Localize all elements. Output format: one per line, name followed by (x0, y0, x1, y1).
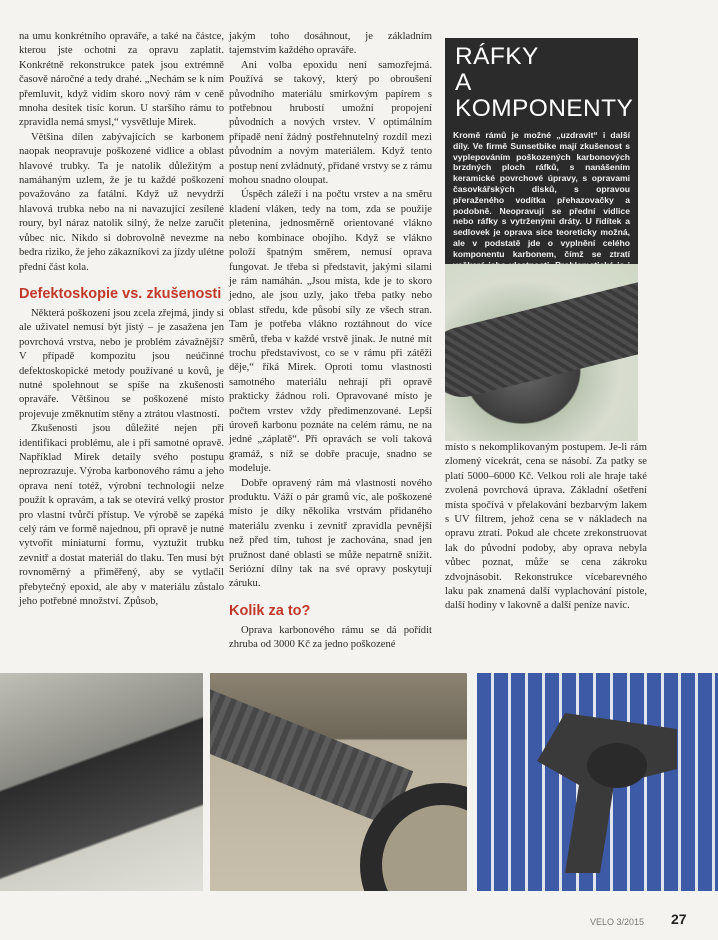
bottom-bracket-hole (587, 743, 647, 788)
photo-carbon-tube (445, 264, 638, 441)
photo-repaired-frame (477, 673, 718, 891)
paragraph: místo s nekomplikovaným postupem. Je-li rám zlomený vícekrát, cena se násobí. Za patky se platí 5000–6000 Kč. Velkou roli ale hraje také zvolená povrchová úprava. Základní ošetření místa spočívá v přelakování bezbarvým lakem s UV filtrem, jehož cena se v nákladech na opravu ztratí. Pokud ale chcete zrekonstruovat lak do původní podoby, aby oprava nebyla vůbec poznat, může se cena zákroku zdvojnásobit. Rekonstrukce vícebarevného laku pak znamená další vyplachování pistole, další hodiny v lakovně a další peníze navíc. (445, 442, 647, 612)
sidebar-text: Kromě rámů je možné „uzdravit“ i další díly. Ve firmě Sunsetbike mají zkušenost s vyplepováním poškozených karbonových brzdných ploch ráfků, s nanášením keramické povrchové úpravy, s opravami časovkářských disků, s opravou přeraženého vodítka přehazovačky a podobně. Neopravují se přední vidlice nebo ráfky s vytrženými dráty. U řidítek a sedlovek je oprava sice teoreticky možná, ale v podstatě jde o vyplnění celého komponentu karbonem, čímž se ztratí (453, 130, 630, 259)
paragraph: jakým toho dosáhnout, je základním tajemstvím každého opraváře. (229, 31, 432, 57)
sidebar-title-line-1: RÁFKY (455, 43, 539, 70)
paragraph: Ani volba epoxidu není samozřejmá. Používá se takový, který po obroušení původního materiálu smirkovým papírem s potřebnou hrubostí umožní propojení původních a nových vrstev. V optimálním případě není žádný postřehnutelný rozdíl mezi původním a novým materiálem. Když tento postup není zvládnutý, přidané vrstvy se z rámu mohou snadno oloupat. (229, 59, 432, 187)
article-column-1 (19, 30, 224, 609)
frame-shape (537, 713, 677, 873)
paragraph: Úspěch záleží i na počtu vrstev a na směru kladení vláken, tedy na tom, zda se použije pletenina, jednosměrně orientované vlákno nebo kombinace obojího. Když se vlákno položí špatným směrem, nemusí oprava fungovat. Je třeba si představit, jakými silami je rám namáhán. „Jsou místa, kde je to skoro jedno, ale jsou uzly, jako třeba patky nebo oblast středu, kde působí síly ze všech stran. Tam je potřeba vlákno roztáhnout do více směrů, třeba v každé vrstvě jinak. Je nutné mít trochu představivost, co se v rámu při zátěži děje,“ říká Mirek. Oproti tomu vlastnosti samotného materiálu nehrají při opravě prakticky žádnou roli. Opravované místo je počtem vrstev vždy předimenzované. Lepší úroveň karbonu poznáte na celém rámu, ne na jedné „záplatě“. Při opravách se volí taková gramáž, s níž se dobře pracuje, snadno se modeluje. (229, 189, 432, 475)
paragraph: na umu konkrétního opraváře, a také na částce, kterou jste ochotni za opravu zaplatit. Konkrétně rekonstrukce patek jsou extrémně časově náročné a tedy drahé. „Nechám se k ním přemluvit, když vidím skoro nový rám v ceně mnoha desítek tisíc korun. U staršího rámu to zpravidla nemá smysl,“ vysvětluje Mirek. (19, 31, 224, 129)
section-heading-kolik-za-to: Kolik za to? (229, 602, 311, 619)
sidebar-box-rafky (445, 38, 638, 264)
carbon-tube-shape (445, 274, 638, 405)
sidebar-title (445, 38, 638, 122)
paragraph: Oprava karbonového rámu se dá pořídit zhruba od 3000 Kč za jedno poškozené (229, 624, 432, 651)
paragraph: Některá poškození jsou zcela zřejmá, jindy si ale uživatel nemusí být jistý – je zasažena jen povrchová vrstva, nebo je problém závažnější? V případě kompozitu jsou neúčinné defektoskopické metody používané u kovů, je nutné spolehnout se spíše na zkušenosti opraváře. Většinou se poškozené místo projevuje změknutím stěny a ztrátou vlastností. (19, 307, 224, 420)
magazine-issue: VELO 3/2015 (590, 917, 645, 927)
page-number: 27 (671, 911, 687, 927)
article-column-2 (229, 30, 432, 653)
paragraph: Zkušenosti jsou důležité nejen při identifikaci problému, ale i při samotné opravě. Například Mirek detaily svého postupu neprozrazuje. Výroba karbonového rámu a jeho oprava není totéž, výrobní technologii nelze použít k opravám, a tak se otevírá velký prostor pro vlastní tvůrčí přístup. Ve výrobě se zapéká celý rám ve formě najednou, při opravě je nutné vytvořit miniaturní formu, vyztužit trubku zevnitř a dostat materiál do tlaku. Ten musí být rovnoměrný a přiměřený, aby se vytlačil přebytečný epoxid, ale aby v materiálu zůstalo jeho potřebné množství. Způsob, (19, 423, 224, 608)
photo-damaged-frame (0, 673, 203, 891)
article-column-3 (445, 441, 647, 614)
section-heading-defektoskopie: Defektoskopie vs. zkušenosti (19, 285, 222, 302)
paragraph: Většina dílen zabývajících se karbonem naopak neopravuje poškozené vidlice a oblast hlavové trubky. Ta je natolik důležitým a namáhaným uzlem, že je tu každé poškození považováno za fatální. Když už nevydrží hlavová trubka nebo na ni navazující zesílené roury, byl náraz natolik silný, že nelze zaručit vůbec nic. Nikdo si dobrovolně nevezme na bedra riziko, že jeho zákazníkovi za jízdy ulétne přední část kola. (19, 131, 224, 273)
sidebar-title-line-2: A KOMPONENTY (455, 69, 634, 122)
paragraph: Dobře opravený rám má vlastnosti nového produktu. Váží o pár gramů víc, ale poškozené místo je díky několika vrstvám přidaného materiálu zvenku i zevnitř zpravidla pevnější než před tím, tuhost je zachována, snad jen pružnost dané oblasti se může nepatrně snížit. Seriózní dílny tak na své opravy poskytují záruku. (229, 477, 432, 590)
photo-bottom-bracket-repair (210, 673, 467, 891)
